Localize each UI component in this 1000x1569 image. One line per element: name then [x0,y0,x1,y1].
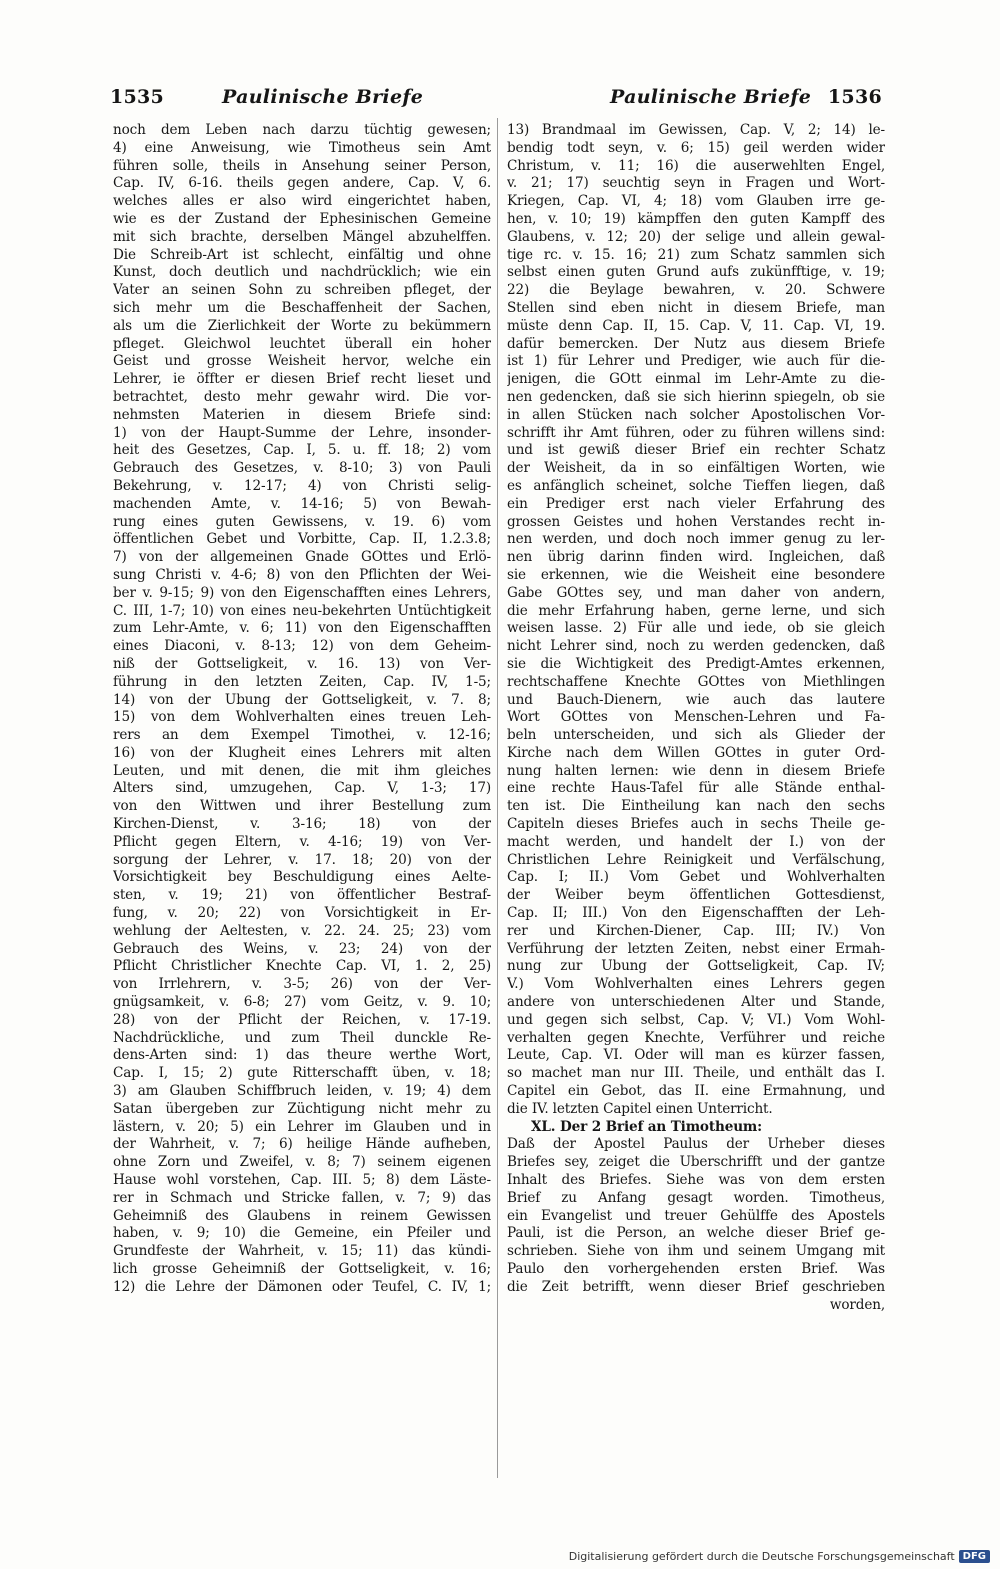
text-line: sten, v. 19; 21) von öffentlicher Bestraf- [113,887,491,904]
text-line: Gebrauch des Gesetzes, v. 8-10; 3) von Pauli [113,460,491,477]
text-line: lästern, v. 20; 5) ein Lehrer im Glauben und in [113,1118,491,1135]
text-line: der Wahrheit, v. 7; 6) heilige Hände aufheben, [113,1136,491,1153]
text-line: Alters sind, umzugehen, Cap. V, 1-3; 17) [113,780,491,797]
text-line: jenigen, die GOtt einmal im Lehr-Amte zu die- [507,371,885,388]
text-line: rer in Schmach und Stricke fallen, v. 7; 9) das [113,1189,491,1206]
text-line: haben, v. 9; 10) die Gemeine, ein Pfeiler und [113,1225,491,1242]
text-line: dafür bemercken. Der Nutz aus diesem Briefe [507,335,885,352]
text-line: Die Schreib-Art ist schlecht, einfältig und ohne [113,246,491,263]
text-line: Satan übergeben zur Züchtigung nicht mehr zu [113,1100,491,1117]
text-line: nehmsten Materien in diesem Briefe sind: [113,406,491,423]
text-line: sorgung der Lehrer, v. 17. 18; 20) von der [113,851,491,868]
text-line: Capiteln dieses Briefes auch in sechs Theile ge- [507,816,885,833]
text-line: lich grosse Geheimniß der Gottseligkeit, v. 16; [113,1261,491,1277]
text-line: Glaubens, v. 12; 20) der selige und allein gewal- [507,228,885,245]
text-line: niß der Gottseligkeit, v. 16. 13) von Ver- [113,655,491,672]
text-line: Capitel ein Gebot, das II. eine Ermahnung, und [507,1083,885,1100]
text-line: öffentlichen Gebet und Vorbitte, Cap. II, 1.2.3.8; [113,531,491,548]
text-line: die IV. letzten Capitel einen Unterricht. [507,1100,773,1117]
text-line: weisen lasse. 2) Für alle und iede, ob sie gleich [507,620,885,637]
text-line: wie es der Zustand der Ephesinischen Gemeine [113,210,491,227]
left-column [113,122,491,1297]
text-line: Wort GOttes von Menschen-Lehren und Fa- [507,709,885,726]
text-line: sung Christi v. 4-6; 8) von den Pflichten der Wei- [113,566,491,583]
text-line: 14) von der Ubung der Gottseligkeit, v. 7. 8; [113,691,491,708]
text-line: 4) eine Anweisung, wie Timotheus sein Amt [113,139,491,156]
text-line: rers an dem Exempel Timothei, v. 12-16; [113,727,491,744]
footer-text: Digitalisierung gefördert durch die Deutsche Forschungsgemeinschaft [568,1550,955,1563]
text-line: nen übrig darinn finden wird. Ingleichen, daß [507,549,885,566]
text-line: 16) von der Klugheit eines Lehrers mit alten [113,744,491,761]
text-line: selbst einen guten Grund aufs zukünfftige, v. 19; [507,264,885,281]
text-line: Leute, Cap. VI. Oder will man es kürzer fassen, [507,1047,885,1064]
text-line: 15) von dem Wohlverhalten eines treuen Leh- [113,709,491,726]
catchword: worden, [829,1296,885,1313]
text-line: C. III, 1-7; 10) von eines neu-bekehrten Untüchtigkeit [113,602,491,619]
text-line: Brief zu Anfang gesagt worden. Timotheus, [507,1189,885,1206]
text-line: rechtschaffene Knechte GOttes von Miethlingen [507,673,885,690]
text-line: Pflicht Christlicher Knechte Cap. VI, 1. 2, 25) [113,958,491,975]
text-line: Geheimniß des Glaubens in reinem Gewissen [113,1207,491,1224]
text-line: zum Lehr-Amte, v. 6; 11) von den Eigenschafften [113,620,491,637]
text-line: Kirche nach dem Willen GOttes in guter Ord- [507,744,885,761]
text-line: Kriegen, Cap. VI, 4; 18) vom Glauben irre ge- [507,193,885,210]
text-line: Briefes sey, zeiget die Uberschrifft und der gantze [507,1154,885,1171]
text-line: die Zeit betrifft, wenn dieser Brief geschrieben [507,1278,885,1295]
text-line: Vorsichtigkeit bey Beschuldigung eines Aelte- [113,869,491,886]
text-line: bendig todt seyn, v. 6; 15) geil werden wider [507,139,885,156]
text-line: die mehr Erfahrung haben, gerne lerne, und sich [507,602,885,619]
text-line: als um die Zierlichkeit der Worte zu bekümmern [113,317,491,334]
text-line: müste denn Cap. II, 15. Cap. V, 11. Cap. VI, 19. [507,317,885,334]
text-line: Leuten, und mit denen, die mit ihm gleiches [113,762,491,779]
text-line: Lehrer, ie öffter er diesen Brief recht lieset und [113,371,491,388]
text-line: Christlichen Lehre Reinigkeit und Verfälschung, [507,851,885,868]
text-line: nung zur Ubung der Gottseligkeit, Cap. IV; [507,958,885,975]
text-line: Christum, v. 11; 16) die auserwehlten Engel, [507,157,885,174]
text-line: andere von unterschiedenen Alter und Stande, [507,994,885,1011]
text-line: v. 21; 17) seuchtig seyn in Fragen und Wort- [507,175,885,192]
text-line: ein Evangelist und treuer Gehülffe des Apostels [507,1207,885,1224]
text-line: Paulo den vorhergehenden ersten Brief. Was [507,1261,885,1277]
text-line: Gebrauch des Weins, v. 23; 24) von der [113,940,491,957]
text-line: Vater an seinen Sohn zu schreiben pfleget, der [113,282,491,299]
text-line: ber v. 9-15; 9) von den Eigenschafften eines Lehrers, [113,584,491,601]
text-line: nen gedencken, daß sie sich hierinn spiegeln, ob sie [507,388,885,405]
text-line: 7) von der allgemeinen Gnade GOttes und Erlö- [113,549,491,566]
text-line: 22) die Beylage bewahren, v. 20. Schwere [507,282,885,299]
text-line: V.) Vom Wohlverhalten eines Lehrers gegen [507,976,885,993]
section-heading: XL. Der 2 Brief an Timotheum: [531,1118,763,1135]
text-line: schrieben. Siehe von ihm und seinem Umgang mit [507,1243,885,1260]
running-title-right: Paulinische Briefe [610,86,812,108]
text-line: welches alles er also wird eingerichtet haben, [113,193,491,210]
text-line: macht werden, und handelt der I.) von der [507,833,885,850]
text-line: Kunst, doch deutlich und nachdrücklich; wie ein [113,264,491,281]
text-line: und ist gewiß dieser Brief ein rechter Schatz [507,442,885,459]
text-line: grossen Geistes und hohen Verstandes recht in- [507,513,885,530]
text-line: verhalten gegen Knechte, Verführer und reiche [507,1029,885,1046]
text-line: Pflicht gegen Eltern, v. 4-16; 19) von Ver- [113,833,491,850]
text-line: tige rc. v. 15. 16; 21) zum Schatz sammlen sich [507,246,885,263]
text-line: Pauli, ist die Person, an welche dieser Brief ge- [507,1225,885,1242]
text-line: Grundfeste der Wahrheit, v. 15; 11) das kündi- [113,1243,491,1260]
text-line: und gegen sich selbst, Cap. V; VI.) Vom Wohl- [507,1011,885,1028]
text-line: rung eines guten Gewissens, v. 19. 6) vom [113,513,491,530]
text-line: 1) von der Haupt-Summe der Lehre, insonder- [113,424,491,441]
text-line: Verführung der letzten Zeiten, nebst einer Ermah- [507,940,885,957]
text-line: ten ist. Die Eintheilung kan nach den sechs [507,798,885,815]
text-line: fung, v. 20; 22) von Vorsichtigkeit in Er- [113,905,491,922]
text-line: nen werden, und doch noch immer genug zu ler- [507,531,885,548]
text-line: Bekehrung, v. 12-17; 4) von Christi selig- [113,477,491,494]
text-line: 13) Brandmaal im Gewissen, Cap. V, 2; 14) le- [507,122,885,138]
text-line: führen solle, theils in Ansehung seiner Person, [113,157,491,174]
text-line: und Bauch-Dienern, wie auch das lautere [507,691,885,708]
text-line: Cap. IV, 6-16. theils gegen andere, Cap. V, 6. [113,175,491,192]
text-line: der Weisheit, da in so einfältigen Worten, wie [507,460,885,477]
text-line: Gabe GOttes sey, und man daher von andern, [507,584,885,601]
text-line: eines Diaconi, v. 8-13; 12) von dem Geheim- [113,638,491,655]
text-line: Nachdrückliche, und zum Theil dunckle Re- [113,1029,491,1046]
text-line: sie erkennen, wie die Weisheit eine besondere [507,566,885,583]
right-column [507,122,885,1314]
running-header [110,86,882,120]
text-line: ist 1) für Lehrer und Prediger, wie auch für die- [507,353,885,370]
text-line: betrachtet, desto mehr gewahr wird. Die vor- [113,388,491,405]
text-line: so machet man nur III. Theile, und enthält das I. [507,1065,885,1082]
text-line: beln unterscheiden, und sich als Glieder der [507,727,885,744]
text-line: gnügsamkeit, v. 6-8; 27) vom Geitz, v. 9. 10; [113,994,491,1011]
text-line: Stellen sind eben nicht in diesem Briefe, man [507,299,885,316]
text-line: 12) die Lehre der Dämonen oder Teufel, C. IV, 1; [113,1278,491,1295]
text-line: pfleget. Gleichwol leuchtet überall ein hoher [113,335,491,352]
dfg-logo: DFG [959,1550,990,1563]
text-line: schrifft ihr Amt führen, oder zu führen willens sind: [507,424,885,441]
text-line: eine rechte Haus-Tafel für alle Stände enthal- [507,780,885,797]
text-line: Cap. II; III.) Von den Eigenschafften der Leh- [507,905,885,922]
text-line: Inhalt des Briefes. Siehe was von dem ersten [507,1172,885,1189]
text-line: ohne Zorn und Zweifel, v. 8; 7) seinem eigenen [113,1154,491,1171]
text-line: Geist und grosse Weisheit hervor, welche ein [113,353,491,370]
text-line: der Weiber beym öffentlichen Gottesdienst, [507,887,885,904]
column-divider [497,118,498,1478]
text-line: machenden Amte, v. 14-16; 5) von Bewah- [113,495,491,512]
page-number-right: 1536 [827,86,882,108]
text-line: hen, v. 10; 19) kämpffen den guten Kampff des [507,210,885,227]
text-line: ein Prediger erst nach vieler Erfahrung des [507,495,885,512]
text-line: von den Wittwen und ihrer Bestellung zum [113,798,491,815]
text-line: führung in den letzten Zeiten, Cap. IV, 1-5; [113,673,491,690]
text-line: wehlung der Aeltesten, v. 22. 24. 25; 23) vom [113,922,491,939]
text-line: nicht Lehrer sind, noch zu werden gedencken, daß [507,638,885,655]
page-number-left: 1535 [110,86,165,108]
text-line: Cap. I; II.) Vom Gebet und Wohlverhalten [507,869,885,886]
text-line: dens-Arten sind: 1) das theure werthe Wort, [113,1047,491,1064]
text-line: in allen Stücken nach solcher Apostolischen Vor- [507,406,885,423]
text-line: 3) am Glauben Schiffbruch leiden, v. 19; 4) dem [113,1083,491,1100]
text-line: nung halten lernen: wie denn in diesem Briefe [507,762,885,779]
text-line: sie die Wichtigkeit des Predigt-Amtes erkennen, [507,655,885,672]
text-line: rer und Kirchen-Diener, Cap. III; IV.) Von [507,922,885,939]
text-line: Hause wohl vorstehen, Cap. III. 5; 8) dem Läste- [113,1172,491,1189]
text-line: sich mehr um die Beschaffenheit der Sachen, [113,299,491,316]
text-line: es anfänglich scheinet, solche Tieffen liegen, daß [507,477,885,494]
text-line: von Irrlehrern, v. 3-5; 26) von der Ver- [113,976,491,993]
text-line: noch dem Leben nach darzu tüchtig gewesen; [113,122,491,138]
text-line: 28) von der Pflicht der Reichen, v. 17-19. [113,1011,491,1028]
digitization-footer [569,1550,990,1563]
text-line: Daß der Apostel Paulus der Urheber dieses [507,1136,885,1153]
text-line: Kirchen-Dienst, v. 3-16; 18) von der [113,816,491,833]
text-line: Cap. I, 15; 2) gute Ritterschafft üben, v. 18; [113,1065,491,1082]
running-title-left: Paulinische Briefe [222,86,424,108]
text-line: heit des Gesetzes, Cap. I, 5. u. ff. 18; 2) vom [113,442,491,459]
text-line: mit sich brachte, derselben Mängel abzuhelffen. [113,228,491,245]
